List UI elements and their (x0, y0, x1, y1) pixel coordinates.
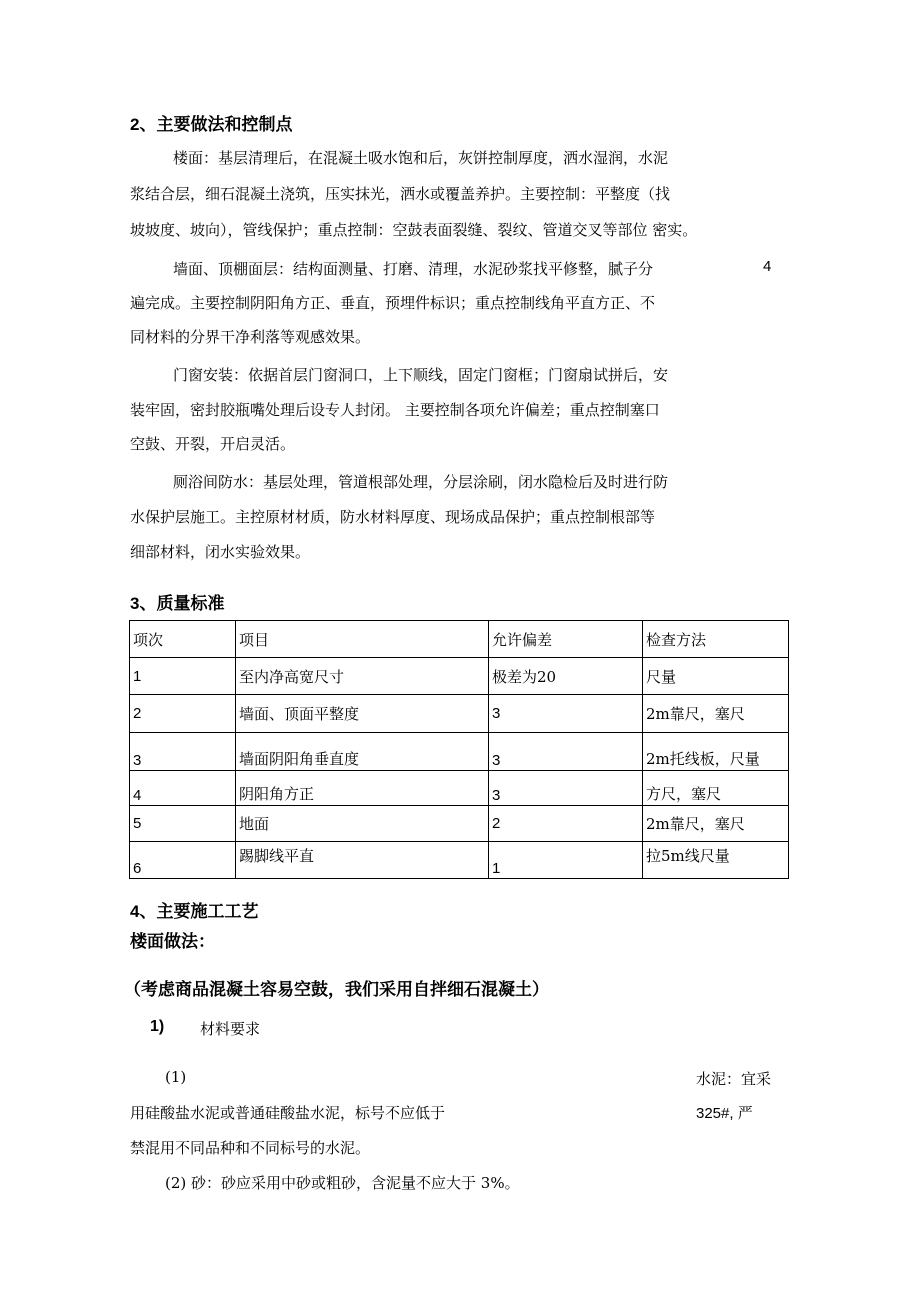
row-item: 墙面阴阳角垂直度 (236, 733, 489, 771)
row-index: 6 (130, 842, 236, 879)
material-1-line-2: 用硅酸盐水泥或普通硅酸盐水泥，标号不应低于 (130, 1104, 446, 1122)
section-2-title: 2、主要做法和控制点 (130, 115, 293, 134)
section-4-title: 4、主要施工工艺 (130, 902, 259, 921)
material-2-sand: (2) 砂：砂应采用中砂或粗砂，含泥量不应大于 3%。 (165, 1174, 520, 1192)
window-paragraph-line-3: 空鼓、开裂，开启灵活。 (130, 435, 296, 453)
floor-paragraph-line-3: 坡坡度、坡向），管线保护；重点控制：空鼓表面裂缝、裂纹、管道交叉等部位 密实。 (130, 221, 698, 239)
item-1-label: 材料要求 (200, 1020, 261, 1038)
table-row (130, 842, 789, 879)
row-item: 踢脚线平直 (236, 842, 489, 879)
wall-paragraph-line-3: 同材料的分界干净利落等观感效果。 (130, 328, 371, 346)
waterproof-paragraph-line-1: 厕浴间防水：基层处理，管道根部处理，分层涂刷，闭水隐检后及时进行防 (173, 473, 669, 491)
row-tolerance: 极差为20 (489, 658, 643, 695)
waterproof-paragraph-line-3: 细部材料，闭水实验效果。 (130, 543, 311, 561)
table-row (130, 733, 789, 771)
window-paragraph-line-2: 装牢固，密封胶瓶嘴处理后设专人封闭。 主要控制各项允许偏差；重点控制塞口 (130, 401, 660, 419)
material-1-grade: 325#, 严 (696, 1105, 753, 1122)
material-1-number: (1) (165, 1068, 187, 1086)
row-item: 地面 (236, 806, 489, 842)
row-item: 墙面、顶面平整度 (236, 695, 489, 733)
header-cell-item: 项目 (236, 621, 489, 658)
row-method: 尺量 (643, 658, 789, 695)
row-index: 3 (130, 733, 236, 771)
table-row (130, 771, 789, 806)
row-item: 阴阳角方正 (236, 771, 489, 806)
table-row (130, 806, 789, 842)
table-row (130, 695, 789, 733)
row-tolerance: 3 (489, 733, 643, 771)
wall-paragraph-line-1: 墙面、顶棚面层：结构面测量、打磨、清理，水泥砂浆找平修整，腻子分 (173, 260, 654, 278)
header-cell-index: 项次 (130, 621, 236, 658)
floor-method-subtitle: 楼面做法： (130, 932, 215, 951)
table-row (130, 658, 789, 695)
wall-paragraph-side-number: 4 (763, 258, 772, 275)
section-3-title: 3、质量标准 (130, 594, 225, 613)
header-cell-tolerance: 允许偏差 (489, 621, 643, 658)
quality-standard-table (129, 620, 789, 879)
row-index: 4 (130, 771, 236, 806)
row-item: 至内净高宽尺寸 (236, 658, 489, 695)
row-method: 2m靠尺，塞尺 (643, 695, 789, 733)
row-tolerance: 2 (489, 806, 643, 842)
row-method: 拉5m线尺量 (643, 842, 789, 879)
item-1-number: 1) (150, 1018, 165, 1035)
row-tolerance: 3 (489, 695, 643, 733)
material-1-line-3: 禁混用不同品种和不同标号的水泥。 (130, 1139, 371, 1157)
row-tolerance: 3 (489, 771, 643, 806)
row-method: 2m托线板，尺量 (643, 733, 789, 771)
row-tolerance: 1 (489, 842, 643, 879)
floor-paragraph-line-2: 浆结合层，细石混凝土浇筑，压实抹光，洒水或覆盖养护。主要控制：平整度（找 (130, 185, 671, 203)
row-index: 1 (130, 658, 236, 695)
row-method: 2m靠尺，塞尺 (643, 806, 789, 842)
concrete-note: （考虑商品混凝土容易空鼓，我们采用自拌细石混凝土） (124, 980, 549, 999)
row-index: 5 (130, 806, 236, 842)
material-1-cement-label: 水泥：宜采 (696, 1070, 772, 1088)
window-paragraph-line-1: 门窗安装：依据首层门窗洞口，上下顺线，固定门窗框；门窗扇试拼后，安 (173, 366, 669, 384)
header-cell-method: 检查方法 (643, 621, 789, 658)
wall-paragraph-line-2: 遍完成。主要控制阴阳角方正、垂直，预埋件标识；重点控制线角平直方正、不 (130, 294, 656, 312)
table-header-row (130, 621, 789, 658)
row-method: 方尺，塞尺 (643, 771, 789, 806)
row-index: 2 (130, 695, 236, 733)
waterproof-paragraph-line-2: 水保护层施工。主控原材材质，防水材料厚度、现场成品保护；重点控制根部等 (130, 508, 656, 526)
floor-paragraph-line-1: 楼面：基层清理后，在混凝土吸水饱和后，灰饼控制厚度，洒水湿润，水泥 (173, 149, 669, 167)
